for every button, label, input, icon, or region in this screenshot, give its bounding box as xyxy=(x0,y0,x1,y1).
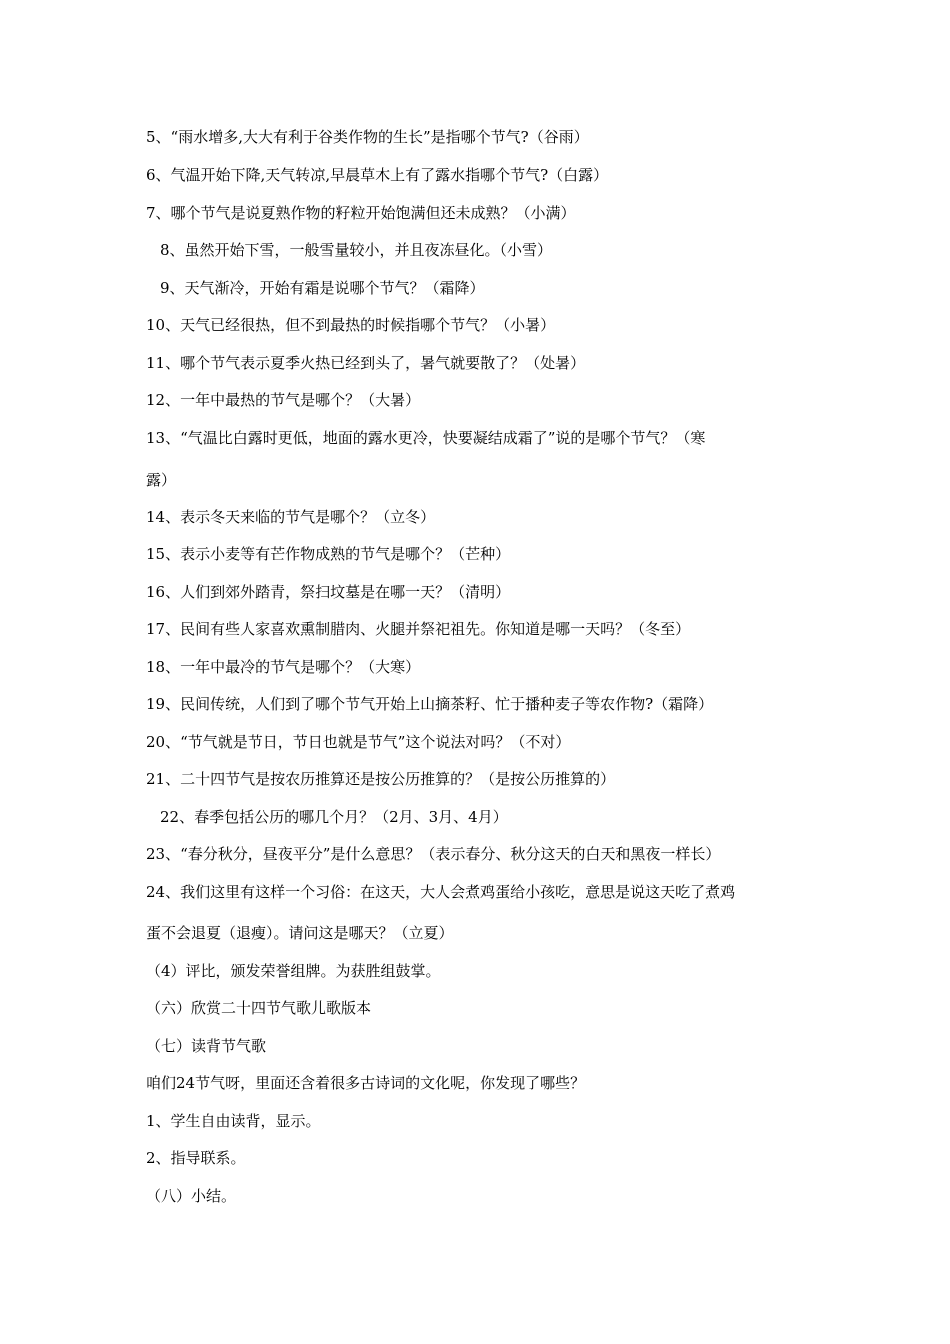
intro-paragraph: 咱们24节气呀，里面还含着很多古诗词的文化呢，你发现了哪些？ xyxy=(146,1074,586,1092)
section-8-heading: （八）小结。 xyxy=(146,1187,237,1205)
question-10: 10、天气已经很热，但不到最热的时候指哪个节气？（小暑） xyxy=(146,316,556,334)
section-6-heading: （六）欣赏二十四节气歌儿歌版本 xyxy=(146,999,372,1017)
question-23: 23、“春分秋分，昼夜平分”是什么意思？（表示春分、秋分这天的白天和黑夜一样长） xyxy=(146,845,721,863)
question-15: 15、表示小麦等有芒作物成熟的节气是哪个？（芒种） xyxy=(146,545,511,563)
question-24: 24、我们这里有这样一个习俗：在这天，大人会煮鸡蛋给小孩吃，意思是说这天吃了煮鸡 xyxy=(146,883,736,901)
question-19: 19、民间传统，人们到了哪个节气开始上山摘茶籽、忙于播种麦子等农作物?（霜降） xyxy=(146,695,714,713)
question-11: 11、哪个节气表示夏季火热已经到头了，暑气就要散了？（处暑） xyxy=(146,354,586,372)
section-7-heading: （七）读背节气歌 xyxy=(146,1037,267,1055)
question-18: 18、一年中最冷的节气是哪个？（大寒） xyxy=(146,658,421,676)
question-22: 22、春季包括公历的哪几个月？（2月、3月、4月） xyxy=(160,808,508,826)
question-17: 17、民间有些人家喜欢熏制腊肉、火腿并祭祀祖先。你知道是哪一天吗？（冬至） xyxy=(146,620,691,638)
step-2: 2、指导联系。 xyxy=(146,1149,246,1167)
question-12: 12、一年中最热的节气是哪个？（大暑） xyxy=(146,391,421,409)
question-13-continued: 露） xyxy=(146,471,177,489)
step-4-award: （4）评比，颁发荣誉组牌。为获胜组鼓掌。 xyxy=(146,962,441,980)
question-7: 7、哪个节气是说夏熟作物的籽粒开始饱满但还未成熟？（小满） xyxy=(146,204,576,222)
question-13: 13、“气温比白露时更低，地面的露水更冷，快要凝结成霜了”说的是哪个节气？（寒 xyxy=(146,429,706,447)
question-9: 9、天气渐冷，开始有霜是说哪个节气？（霜降） xyxy=(160,279,485,297)
question-5: 5、“雨水增多,大大有利于谷类作物的生长”是指哪个节气?（谷雨） xyxy=(146,128,589,146)
question-14: 14、表示冬天来临的节气是哪个？（立冬） xyxy=(146,508,436,526)
question-16: 16、人们到郊外踏青，祭扫坟墓是在哪一天？（清明） xyxy=(146,583,511,601)
question-20: 20、“节气就是节日，节日也就是节气”这个说法对吗？（不对） xyxy=(146,733,571,751)
question-6: 6、气温开始下降,天气转凉,早晨草木上有了露水指哪个节气?（白露） xyxy=(146,166,609,184)
question-8: 8、虽然开始下雪，一般雪量较小，并且夜冻昼化。（小雪） xyxy=(160,241,553,259)
question-21: 21、二十四节气是按农历推算还是按公历推算的？（是按公历推算的） xyxy=(146,770,616,788)
question-24-continued: 蛋不会退夏（退瘦）。请问这是哪天？（立夏） xyxy=(146,924,454,942)
step-1: 1、学生自由读背，显示。 xyxy=(146,1112,321,1130)
